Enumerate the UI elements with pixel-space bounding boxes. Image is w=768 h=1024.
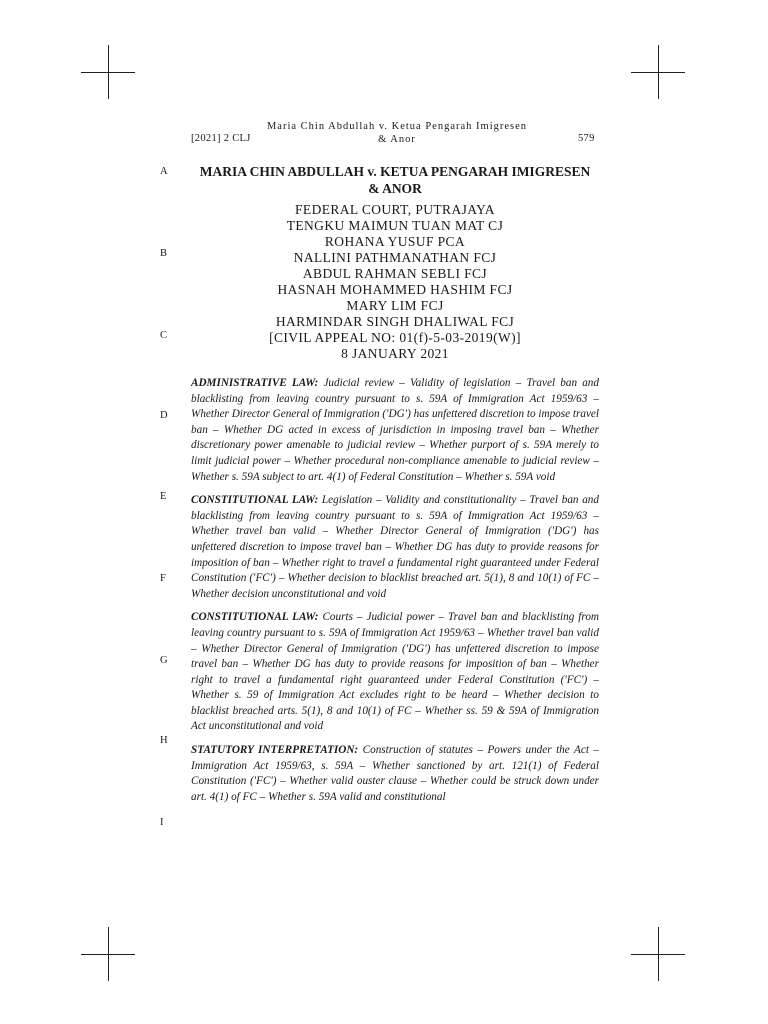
header-running-title-line2: & Anor (378, 134, 416, 145)
catchword-text: Courts – Judicial power – Travel ban and blacklisting from leaving country pursuant to s. 59A of Immigration Act 1959/63 – Whether travel ban valid – Whether Director General of Immigration ('DG') has unfettered discretion to impose travel ban – Whether DG has duty to provide reasons for imposition of ban – Whether right to travel a fundamental right guaranteed under Federal Constitution ('FC') – Whether s. 59 of Immigration Act excludes right to be heard – Whether decision to blacklist breached arts. 5(1), 8 and 10(1) of FC – Whether ss. 59 & 59A of Immigration Act unconstitutional and void (191, 611, 600, 733)
margin-letter: H (160, 735, 168, 746)
catchword-paragraph (191, 610, 599, 735)
judgment-date: 8 JANUARY 2021 (341, 346, 449, 361)
header-running-title-line1: Maria Chin Abdullah v. Ketua Pengarah Imigresen (266, 121, 528, 132)
catchword-heading: ADMINISTRATIVE LAW: (191, 377, 319, 389)
catchword-text: Judicial review – Validity of legislation – Travel ban and blacklisting from leaving country pursuant to s. 59A of Immigration Act 1959/63 – Whether Director General of Immigration ('DG') has unfettered discretion to impose travel ban – Whether DG acted in excess of jurisdiction in imposing travel ban – Whether discretionary power amenable to judicial review – Whether purport of s. 59A merely to limit judicial power – Whether procedural non-compliance amenable to judicial review – Whether s. 59A subject to art. 4(1) of Federal Constitution – Whether s. 59A void (191, 377, 599, 483)
header-running-title (232, 120, 562, 146)
catchword-paragraph (191, 376, 599, 485)
catchword-paragraph (191, 493, 599, 602)
catchword-heading: STATUTORY INTERPRETATION: (191, 744, 359, 757)
catchword-paragraph (191, 743, 599, 805)
margin-letter: C (160, 330, 168, 341)
margin-letter: D (160, 410, 168, 421)
judge-name: HASNAH MOHAMMED HASHIM FCJ (277, 282, 513, 297)
judge-name: NALLINI PATHMANATHAN FCJ (293, 250, 497, 265)
judge-name: ABDUL RAHMAN SEBLI FCJ (302, 266, 488, 281)
case-title (195, 163, 595, 197)
margin-letter: B (160, 248, 168, 259)
margin-letter: I (160, 817, 164, 828)
catchword-text: Construction of statutes – Powers under the Act – Immigration Act 1959/63, s. 59A – Whether sanctioned by art. 121(1) of Federal Constitution ('FC') – Whether valid ouster clause – Whether could be struck down under art. 4(1) of FC – Whether s. 59A valid and constitutional (191, 744, 599, 803)
catchwords (191, 376, 599, 813)
margin-letter: E (160, 491, 167, 502)
judge-name: TENGKU MAIMUN TUAN MAT CJ (286, 218, 504, 233)
judge-name: HARMINDAR SINGH DHALIWAL FCJ (275, 314, 515, 329)
case-title-line1: MARIA CHIN ABDULLAH v. KETUA PENGARAH IMIGRESEN (199, 164, 591, 179)
appeal-number: [CIVIL APPEAL NO: 01(f)-5-03-2019(W)] (269, 330, 521, 345)
margin-letter: F (160, 573, 166, 584)
header-page-number: 579 (578, 133, 595, 144)
margin-letter: A (160, 166, 168, 177)
case-title-line2: & ANOR (368, 181, 422, 196)
catchword-heading: CONSTITUTIONAL LAW: (191, 611, 319, 624)
judge-name: ROHANA YUSUF PCA (324, 234, 466, 249)
catchword-text: Legislation – Validity and constitutionality – Travel ban and blacklisting from leaving country pursuant to s. 59A of Immigration Act 1959/63 – Whether travel ban valid – Whether Director General of Immigration ('DG') has unfettered discretion to impose travel ban – Whether DG has duty to provide reasons for imposition of ban – Whether right to travel a fundamental right guaranteed under Federal Constitution ('FC') – Whether decision to blacklist breached art. 5(1), 8 and 10(1) of FC – Whether decision unconstitutional and void (191, 494, 599, 600)
catchword-heading: CONSTITUTIONAL LAW: (191, 494, 319, 507)
court-coram-block (195, 202, 595, 362)
court-name: FEDERAL COURT, PUTRAJAYA (295, 202, 495, 217)
header-year-volume: [2021] 2 CLJ (191, 133, 251, 144)
margin-letter: G (160, 655, 168, 666)
judge-name: MARY LIM FCJ (346, 298, 444, 313)
